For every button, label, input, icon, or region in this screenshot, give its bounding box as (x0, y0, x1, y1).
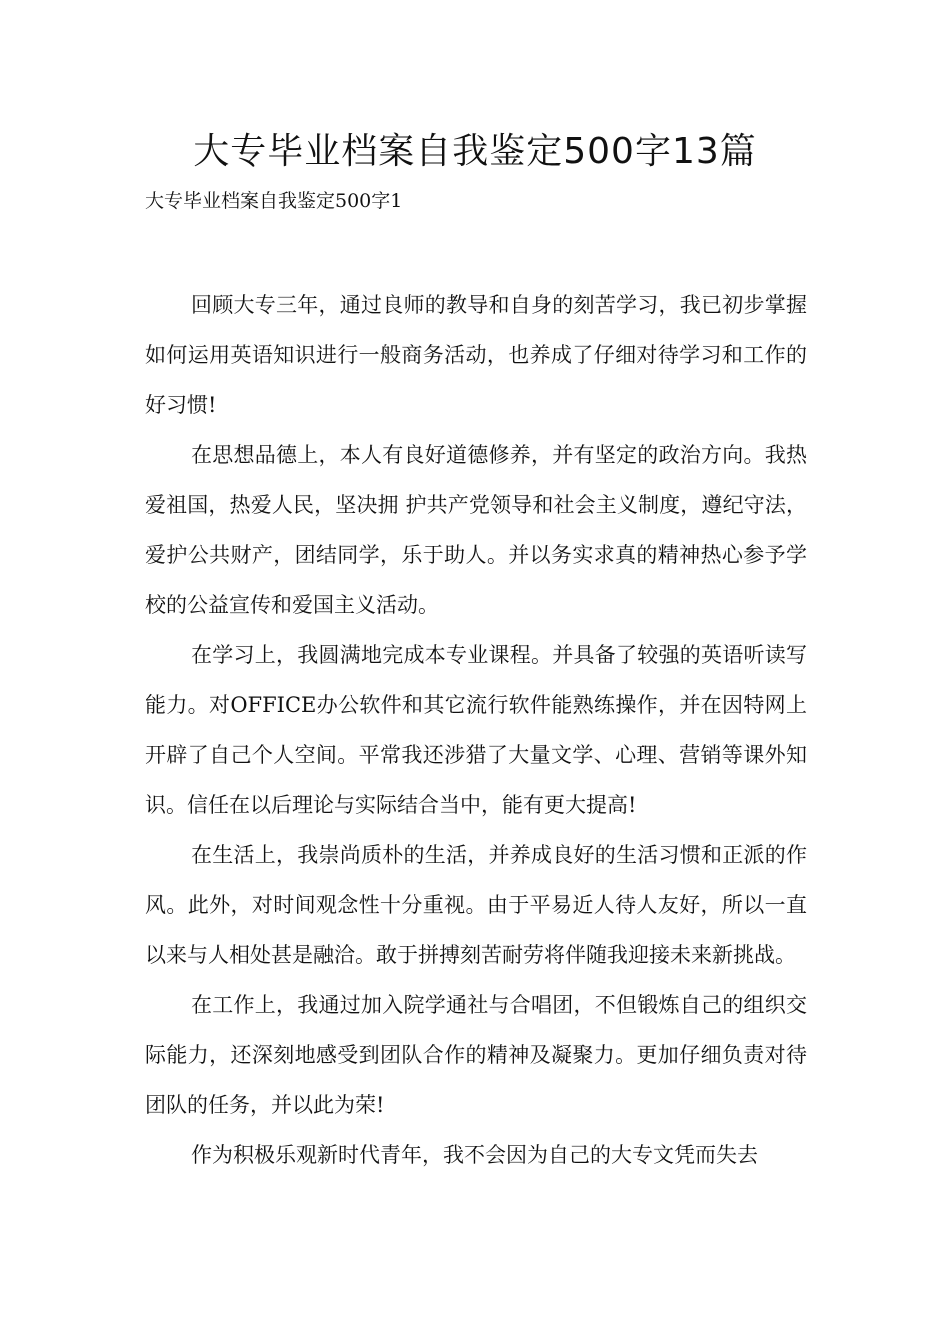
paragraph-review: 回顾大专三年，通过良师的教导和自身的刻苦学习，我已初步掌握如何运用英语知识进行一般商务活动，也养成了仔细对待学习和工作的好习惯! (145, 293, 807, 417)
paragraph-outlook: 作为积极乐观新时代青年，我不会因为自己的大专文凭而失去 (191, 1143, 758, 1167)
paragraph-work: 在工作上，我通过加入院学通社与合唱团，不但锻炼自己的组织交际能力，还深刻地感受到团队合作的精神及凝聚力。更加仔细负责对待团队的任务，并以此为荣! (145, 993, 807, 1117)
paragraph-moral: 在思想品德上，本人有良好道德修养，并有坚定的政治方向。我热爱祖国，热爱人民，坚决拥 护共产党领导和社会主义制度，遵纪守法，爱护公共财产，团结同学，乐于助人。并以务实求真的精神热心参予学校的公益宣传和爱国主义活动。 (145, 443, 807, 617)
paragraph-life: 在生活上，我崇尚质朴的生活，并养成良好的生活习惯和正派的作风。此外，对时间观念性十分重视。由于平易近人待人友好，所以一直以来与人相处甚是融洽。敢于拼搏刻苦耐劳将伴随我迎接未来新挑战。 (145, 843, 807, 967)
document-title: 大专毕业档案自我鉴定500字13篇 (193, 131, 757, 172)
paragraph-study: 在学习上，我圆满地完成本专业课程。并具备了较强的英语听读写能力。对OFFICE办公软件和其它流行软件能熟练操作，并在因特网上开辟了自己个人空间。平常我还涉猎了大量文学、心理、营销等课外知识。信任在以后理论与实际结合当中，能有更大提高! (145, 643, 807, 817)
document-body (145, 280, 807, 1180)
document-subtitle: 大专毕业档案自我鉴定500字1 (145, 190, 403, 212)
